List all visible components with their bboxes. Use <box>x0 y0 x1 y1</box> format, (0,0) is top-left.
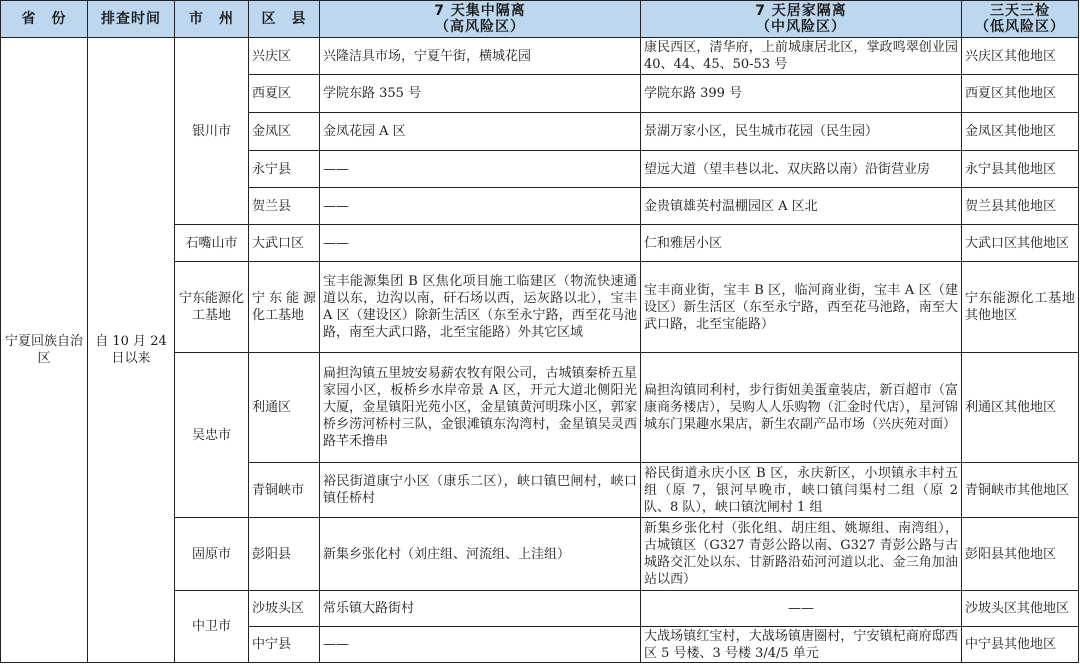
low-risk-cell: 贺兰县其他地区 <box>962 188 1079 225</box>
header-city: 市 州 <box>175 1 249 38</box>
high-risk-cell: 宝丰能源集团 B 区焦化项目施工临建区（物流快速通道以东，边沟以南，矸石场以西，运灰路以北），宝丰 A 区（建设区）除新生活区（东至永宁路，西至花马池路，南至大武口路，北至宝能路）外其它区域 <box>320 262 641 353</box>
mid-risk-cell: 新集乡张化村（张化组、胡庄组、姚塬组、南湾组），古城镇区（G327 青彭公路以南、G327 青彭公路与古城路交汇处以东、甘新路沿茹河河道以北、金三角加油站以西） <box>641 518 962 591</box>
district-cell: 中宁县 <box>249 627 320 663</box>
mid-risk-cell: 望远大道（望丰巷以北、双庆路以南）沿街营业房 <box>641 151 962 188</box>
header-mid-risk: 7 天居家隔离 （中风险区） <box>641 1 962 38</box>
district-cell: 金凤区 <box>249 113 320 151</box>
high-risk-cell: —— <box>320 151 641 188</box>
low-risk-cell: 西夏区其他地区 <box>962 75 1079 113</box>
low-risk-cell: 宁东能源化工基地其他地区 <box>962 262 1079 353</box>
city-cell-yinchuan: 银川市 <box>175 38 249 225</box>
district-cell: 青铜峡市 <box>249 463 320 518</box>
header-check-time: 排查时间 <box>88 1 175 38</box>
mid-risk-cell: 仁和雅居小区 <box>641 225 962 262</box>
district-cell: 大武口区 <box>249 225 320 262</box>
district-cell: 永宁县 <box>249 151 320 188</box>
low-risk-cell: 大武口区其他地区 <box>962 225 1079 262</box>
district-cell: 西夏区 <box>249 75 320 113</box>
low-risk-cell: 金凤区其他地区 <box>962 113 1079 151</box>
province-cell: 宁夏回族自治区 <box>1 38 88 663</box>
mid-risk-cell: —— <box>641 591 962 627</box>
mid-risk-cell: 景湖万家小区，民生城市花园（民生园） <box>641 113 962 151</box>
header-province: 省 份 <box>1 1 88 38</box>
mid-risk-cell: 大战场镇红宝村，大战场镇唐圈村，宁安镇杞商府邸西区 5 号楼、3 号楼 3/4/5 单元 <box>641 627 962 663</box>
high-risk-cell: —— <box>320 225 641 262</box>
district-cell: 利通区 <box>249 353 320 463</box>
district-cell: 宁东能源化工基地 <box>249 262 320 353</box>
mid-risk-cell: 宝丰商业街，宝丰 B 区，临河商业街，宝丰 A 区（建设区）新生活区（东至永宁路，西至花马池路，南至大武口路，北至宝能路） <box>641 262 962 353</box>
high-risk-cell: 新集乡张化村（刘庄组、河流组、上洼组） <box>320 518 641 591</box>
district-cell: 兴庆区 <box>249 38 320 75</box>
low-risk-cell: 彭阳县其他地区 <box>962 518 1079 591</box>
high-risk-cell: 常乐镇大路街村 <box>320 591 641 627</box>
district-cell: 彭阳县 <box>249 518 320 591</box>
high-risk-cell: 兴隆洁具市场，宁夏午街，横城花园 <box>320 38 641 75</box>
city-cell-ningdong: 宁东能源化工基地 <box>175 262 249 353</box>
high-risk-cell: —— <box>320 627 641 663</box>
header-high-risk: 7 天集中隔离 （高风险区） <box>320 1 641 38</box>
header-low-risk: 三天三检 （低风险区） <box>962 1 1079 38</box>
city-cell-shizuishan: 石嘴山市 <box>175 225 249 262</box>
low-risk-cell: 永宁县其他地区 <box>962 151 1079 188</box>
mid-risk-cell: 裕民街道永庆小区 B 区，永庆新区，小坝镇永丰村五组（原 7，银河早晚市，峡口镇闫渠村二组（原 2 队、8 队），峡口镇沈闸村 1 组 <box>641 463 962 518</box>
high-risk-cell: 裕民街道康宁小区（康乐二区），峡口镇巴闸村，峡口镇任桥村 <box>320 463 641 518</box>
low-risk-cell: 中宁县其他地区 <box>962 627 1079 663</box>
district-cell: 贺兰县 <box>249 188 320 225</box>
high-risk-cell: —— <box>320 188 641 225</box>
header-district: 区 县 <box>249 1 320 38</box>
low-risk-cell: 沙坡头区其他地区 <box>962 591 1079 627</box>
high-risk-cell: 扁担沟镇五里坡安易薪农牧有限公司，古城镇秦桥五星家园小区，板桥乡水岸帝景 A 区，开元大道北侧阳光大厦，金星镇阳光苑小区，金星镇黄河明珠小区，郭家桥乡涝河桥村三队，金银滩镇东沟湾村，金星镇吴灵西路芊禾撸串 <box>320 353 641 463</box>
mid-risk-cell: 学院东路 399 号 <box>641 75 962 113</box>
high-risk-cell: 金凤花园 A 区 <box>320 113 641 151</box>
city-cell-wuzhong: 吴忠市 <box>175 353 249 518</box>
city-cell-zhongwei: 中卫市 <box>175 591 249 663</box>
table-row <box>1 38 1079 75</box>
mid-risk-cell: 康民西区，清华府，上前城康居北区，掌政鸣翠创业园 40、44、45、50-53 号 <box>641 38 962 75</box>
low-risk-cell: 兴庆区其他地区 <box>962 38 1079 75</box>
city-cell-guyuan: 固原市 <box>175 518 249 591</box>
check-time-cell: 自 10 月 24 日以来 <box>88 38 175 663</box>
district-cell: 沙坡头区 <box>249 591 320 627</box>
mid-risk-cell: 金贵镇雄英村温棚园区 A 区北 <box>641 188 962 225</box>
low-risk-cell: 利通区其他地区 <box>962 353 1079 463</box>
low-risk-cell: 青铜峡市其他地区 <box>962 463 1079 518</box>
header-row <box>1 1 1079 38</box>
high-risk-cell: 学院东路 355 号 <box>320 75 641 113</box>
mid-risk-cell: 扁担沟镇同利村，步行街妞美蛋童装店，新百超市（富康商务楼店），吴购人人乐购物（汇金时代店），星河锦城东门果趣水果店，新生农副产品市场（兴庆苑对面） <box>641 353 962 463</box>
